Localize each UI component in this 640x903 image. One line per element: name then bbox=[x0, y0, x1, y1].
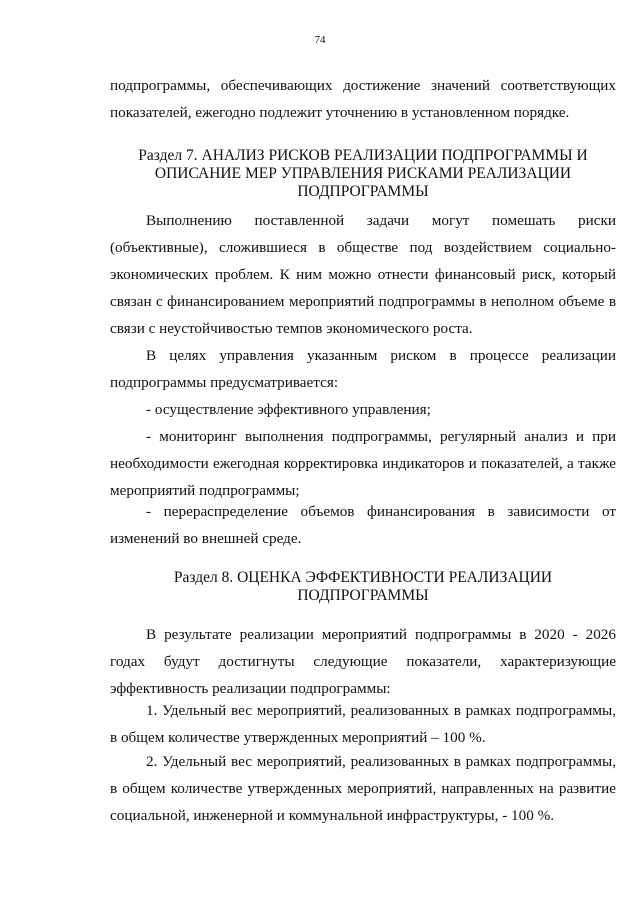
section-7-bullet-redistribution: - перераспределение объемов финансирования в зависимости от изменений во внешней среде. bbox=[110, 503, 616, 547]
section-8-heading bbox=[110, 569, 616, 605]
section-8-indicator-2: 2. Удельный вес мероприятий, реализованных в рамках подпрограммы, в общем количестве утвержденных мероприятий, направленных на развитие социальной, инженерной и коммунальной инфраструктуры, - 100 %. bbox=[110, 753, 616, 824]
section-8-indicator-1: 1. Удельный вес мероприятий, реализованных в рамках подпрограммы, в общем количестве утвержденных мероприятий – 100 %. bbox=[110, 702, 616, 746]
intro-paragraph: подпрограммы, обеспечивающих достижение значений соответствующих показателей, ежегодно подлежит уточнению в установленном порядке. bbox=[110, 77, 616, 121]
section-7-paragraph-management: В целях управления указанным риском в процессе реализации подпрограммы предусматривается: bbox=[110, 347, 616, 391]
section-8-heading-line: ПОДПРОГРАММЫ bbox=[297, 587, 429, 604]
section-7-heading-line: ПОДПРОГРАММЫ bbox=[297, 183, 429, 200]
section-7-bullet-management: - осуществление эффективного управления; bbox=[146, 401, 431, 418]
section-7-heading-line: Раздел 7. АНАЛИЗ РИСКОВ РЕАЛИЗАЦИИ ПОДПРОГРАММЫ И bbox=[138, 147, 588, 164]
section-8-heading-line: Раздел 8. ОЦЕНКА ЭФФЕКТИВНОСТИ РЕАЛИЗАЦИИ bbox=[173, 569, 553, 586]
section-7-heading-line: ОПИСАНИЕ МЕР УПРАВЛЕНИЯ РИСКАМИ РЕАЛИЗАЦИИ bbox=[154, 165, 572, 182]
section-7-paragraph-risks: Выполнению поставленной задачи могут помешать риски (объективные), сложившиеся в обществе под воздействием социально-экономических проблем. К ним можно отнести финансовый риск, который связан с финансированием мероприятий подпрограммы в неполном объеме в связи с неустойчивостью темпов экономического роста. bbox=[110, 212, 616, 337]
section-8-paragraph-results: В результате реализации мероприятий подпрограммы в 2020 - 2026 годах будут достигнуты следующие показатели, характеризующие эффективность реализации подпрограммы: bbox=[110, 626, 616, 697]
page-number: 74 bbox=[314, 34, 326, 46]
section-7-heading bbox=[110, 147, 616, 201]
section-7-bullet-monitoring: - мониторинг выполнения подпрограммы, регулярный анализ и при необходимости ежегодная корректировка индикаторов и показателей, а также мероприятий подпрограммы; bbox=[110, 428, 616, 499]
